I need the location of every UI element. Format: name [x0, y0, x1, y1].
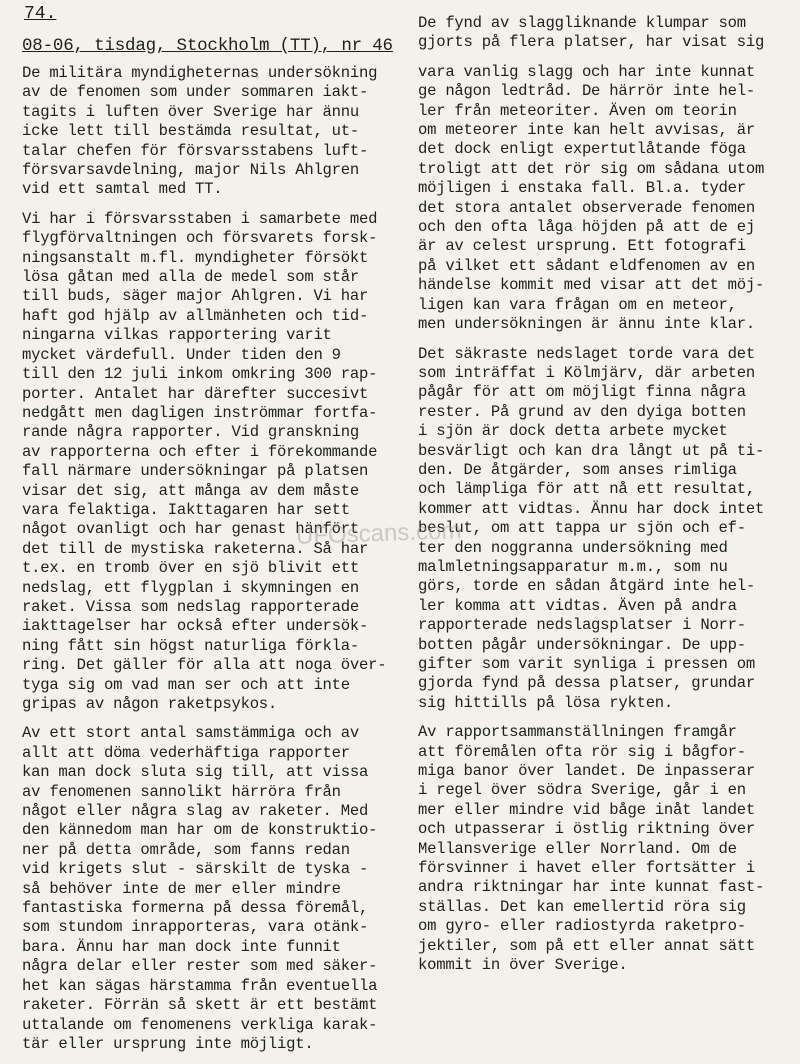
text-line: het kan sägas härstamma från eventuella	[22, 976, 378, 995]
text-line: tagits i luften över Sverige har ännu	[22, 102, 359, 121]
text-line: till buds, säger major Ahlgren. Vi har	[22, 287, 369, 306]
text-line: raket. Vissa som nedslag rapporterade	[22, 597, 359, 616]
text-line: troligt att det rör sig om sådana utom	[418, 159, 765, 178]
text-line: rande några rapporter. Vid granskning	[22, 423, 359, 442]
text-line: av fenomenen sannolikt härröra från	[22, 782, 341, 801]
text-line: iakttagelser har också efter undersök-	[22, 617, 369, 636]
text-line: Av rapportsammanställningen framgår	[418, 723, 737, 742]
text-line: vid krigets slut - särskilt de tyska -	[22, 860, 369, 879]
text-line: mycket värdefull. Under tiden den 9	[22, 345, 341, 364]
text-line: och den ofta låga höjden på att de ej	[418, 218, 755, 237]
text-line: haft god hjälp av allmänheten och tid-	[22, 306, 369, 325]
paragraph	[418, 14, 796, 335]
text-line: försvinner i havet eller fortsätter i	[418, 859, 755, 878]
text-line	[418, 53, 796, 63]
text-line: bara. Ännu har man dock inte funnit	[22, 937, 341, 956]
text-line: kommit in över Sverige.	[418, 956, 628, 975]
text-line: t.ex. en tromb över en sjö blivit ett	[22, 559, 359, 578]
text-line: kan man dock sluta sig till, att vissa	[22, 763, 369, 782]
paragraph	[22, 210, 414, 715]
text-line: och lämpliga för att nå ett resultat,	[418, 480, 755, 499]
text-line: av rapporterna och efter i förekommande	[22, 442, 378, 461]
text-line: nedslag, ett flygplan i skymningen en	[22, 578, 359, 597]
text-line: ningsanstalt m.fl. myndigheter försökt	[22, 248, 369, 267]
text-line: som inträffat i Kölmjärv, där arbeten	[418, 363, 755, 382]
text-line: De fynd av slaggliknande klumpar som	[418, 14, 746, 32]
paragraph	[418, 723, 796, 975]
text-line: pågår för att om möjligt finna några	[418, 383, 746, 402]
text-line: något ovanligt och har genast hänfört	[22, 520, 359, 539]
text-line: rester. På grund av den dyiga botten	[418, 402, 746, 421]
text-line: Mellansverige eller Norrland. Om de	[418, 839, 737, 858]
text-line: om gyro- eller radiostyrda raketpro-	[418, 917, 746, 936]
text-line: De militära myndigheternas undersökning	[22, 64, 378, 82]
text-line: vara vanlig slagg och har inte kunnat	[418, 62, 755, 81]
text-line: Av ett stort antal samstämmiga och av	[22, 724, 359, 743]
text-line: lösa gåtan med alla de medel som står	[22, 268, 359, 287]
text-line: gifter som varit synliga i pressen om	[418, 655, 755, 673]
text-line: ge någon ledtråd. De härrör inte hel-	[418, 82, 755, 101]
text-line: gjorts på flera platser, har visat sig	[418, 33, 765, 52]
text-line: kommer att vidtas. Ännu har dock intet	[418, 499, 765, 518]
text-line: fall närmare undersökningar på platsen	[22, 462, 369, 481]
text-line: Det säkraste nedslaget torde vara det	[418, 344, 755, 363]
text-line: ter den noggranna undersökning med	[418, 538, 728, 557]
text-line: fantastiska formerna på dessa föremål,	[22, 899, 369, 918]
text-line: allt att döma vederhäftiga rapporter	[22, 743, 350, 762]
text-line: den kännedom man har om de konstruktio-	[22, 821, 378, 840]
text-line: ning fått sin högst naturliga förkla-	[22, 636, 359, 655]
paragraph	[22, 64, 414, 200]
text-line: icke lett till bestämda resultat, ut-	[22, 122, 359, 141]
text-line: i sjön är dock detta arbete mycket	[418, 422, 728, 441]
text-line: vid ett samtal med TT.	[22, 180, 223, 199]
text-line: försvarsavdelning, major Nils Ahlgren	[22, 161, 359, 180]
text-line: är av celest ursprung. Ett fotografi	[418, 237, 746, 256]
text-line: men undersökningen är ännu inte klar.	[418, 315, 755, 334]
text-line: malmletningsapparatur m.m., som nu	[418, 557, 728, 576]
text-line: beslut, om att tappa ur sjön och ef-	[418, 519, 746, 538]
text-line: rapporterade nedslagsplatser i Norr-	[418, 616, 746, 635]
text-line: ler komma att vidtas. Även på andra	[418, 596, 737, 615]
text-line: händelse kommit med visar att det möj-	[418, 276, 765, 295]
text-line: jektiler, som på ett eller annat sätt	[418, 936, 755, 955]
text-line: så behöver inte de mer eller mindre	[22, 879, 341, 898]
text-line: andra riktningar har inte kunnat fast-	[418, 878, 765, 897]
right-text-column	[418, 14, 796, 986]
text-line: sig hittills på lösa rykten.	[418, 693, 674, 712]
text-line: till den 12 juli inkom omkring 300 rap-	[22, 365, 378, 384]
text-line: gjorda fynd på dessa platser, grundar	[418, 674, 755, 693]
text-line: det stora antalet observerade fenomen	[418, 198, 755, 217]
dateline-heading: 08-06, tisdag, Stockholm (TT), nr 46	[22, 36, 393, 56]
text-line: om meteorer inte kan helt avvisas, är	[418, 121, 755, 140]
text-line: att föremålen ofta rör sig i bågfor-	[418, 742, 746, 761]
page-number: 74.	[24, 4, 57, 24]
text-line: gripas av någon raketpsykos.	[22, 695, 278, 713]
text-line: talar chefen för försvarsstabens luft-	[22, 141, 369, 160]
text-line: den. De åtgärder, som anses rimliga	[418, 460, 737, 479]
text-line: tyga sig om vad man ser och att inte	[22, 675, 350, 694]
text-line: möjligen i enstaka fall. Bl.a. tyder	[418, 179, 746, 198]
text-line: raketer. Förrän så skett är ett bestämt	[22, 996, 378, 1015]
text-line: i regel över södra Sverige, går i en	[418, 781, 746, 800]
text-line: visar det sig, att många av dem måste	[22, 481, 359, 500]
text-line: som stundom inrapporteras, vara otänk-	[22, 918, 369, 937]
text-line: tär eller ursprung inte möjligt.	[22, 1034, 314, 1053]
text-line: flygförvaltningen och försvarets forsk-	[22, 229, 378, 248]
text-line: botten pågår undersökningar. De upp-	[418, 635, 746, 654]
text-line: ställas. Det kan emellertid röra sig	[418, 897, 746, 916]
text-line: något eller några slag av raketer. Med	[22, 802, 369, 821]
text-line: det dock enligt expertutlåtande föga	[418, 140, 746, 159]
text-line: av de fenomen som under sommaren iakt-	[22, 83, 369, 102]
left-text-column	[22, 64, 414, 1064]
text-line: porter. Antalet har därefter succesivt	[22, 384, 369, 403]
text-line: ring. Det gäller för alla att noga över-	[22, 656, 387, 675]
text-line: och utpasserar i östlig riktning över	[418, 820, 755, 839]
text-line: uttalande om fenomenens verkliga karak-	[22, 1015, 378, 1034]
text-line: görs, torde en sådan åtgärd inte hel-	[418, 577, 755, 596]
text-line: ligen kan vara frågan om en meteor,	[418, 295, 737, 314]
paragraph	[22, 724, 414, 1054]
text-line: vara felaktiga. Iakttagaren har sett	[22, 500, 350, 519]
text-line: miga banor över landet. De inpasserar	[418, 762, 755, 781]
text-line: några delar eller rester som med säker-	[22, 957, 378, 976]
text-line: mer eller mindre vid båge inåt landet	[418, 800, 755, 819]
text-line: ler från meteoriter. Även om teorin	[418, 101, 737, 120]
text-line: nedgått men dagligen inströmmar fortfa-	[22, 403, 378, 422]
watermark: UFOscans.com	[295, 517, 462, 550]
text-line: ner på detta område, som fanns redan	[22, 840, 350, 859]
text-line: besvärligt och kan dra långt ut på ti-	[418, 441, 765, 460]
paragraph	[418, 345, 796, 714]
text-line: det till de mystiska raketerna. Så har	[22, 539, 369, 558]
text-line: på vilket ett sådant eldfenomen av en	[418, 256, 755, 275]
text-line: ningarna vilkas rapportering varit	[22, 326, 332, 345]
text-line: Vi har i försvarsstaben i samarbete med	[22, 209, 378, 228]
